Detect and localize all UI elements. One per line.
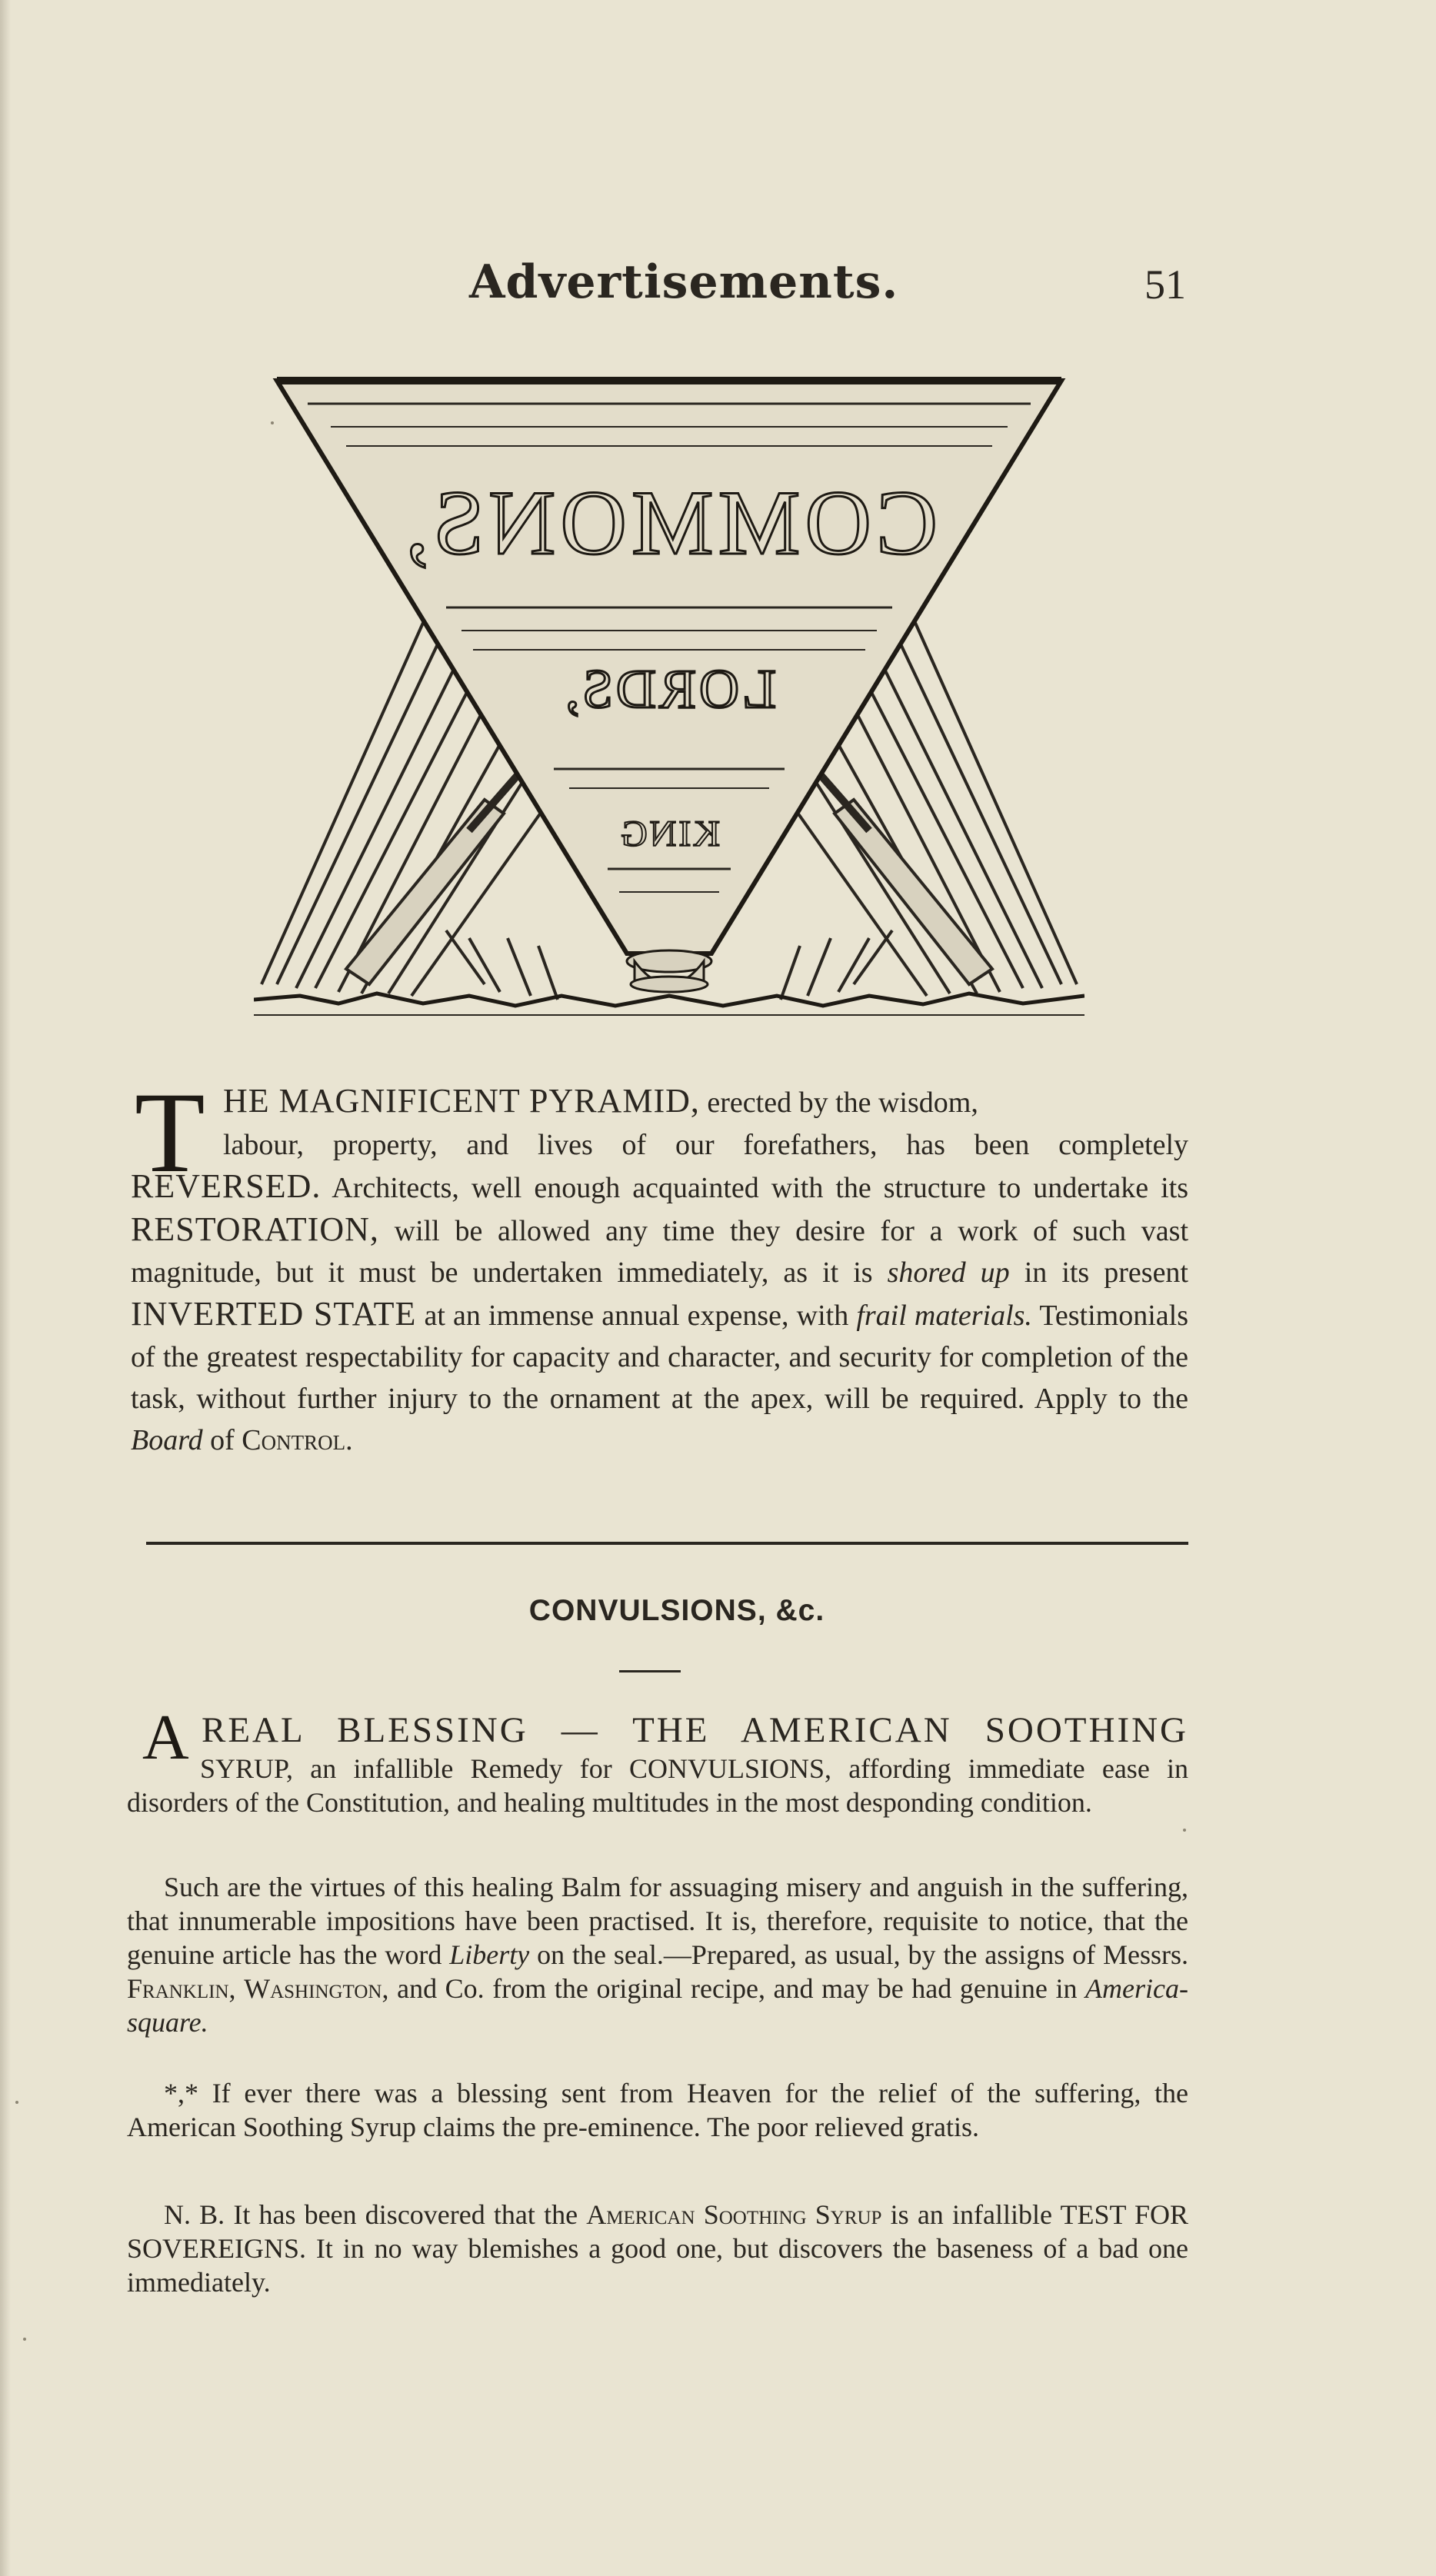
ad1-first-line [223, 1080, 1188, 1123]
paper-speck [1183, 1829, 1186, 1832]
ad2-p4-text-b: is an infallible [881, 2199, 1061, 2230]
drop-cap-a: A [142, 1702, 189, 1773]
paper-speck [23, 2338, 26, 2341]
ad2-convulsions: CONVULSIONS, [628, 1753, 831, 1784]
ad1-text-5: at an immense annual expense, with [416, 1300, 857, 1332]
ad2-liberty: Liberty [449, 1939, 530, 1970]
ad2-america-square: America-square. [127, 1973, 1188, 2038]
pyramid-label-commons: COMMONS, [400, 471, 938, 574]
page-number: 51 [1144, 261, 1186, 308]
ad2-paragraph-2 [127, 1870, 1188, 2039]
inverted-pyramid-engraving [254, 369, 1084, 1030]
ad2-p2-text-c: and Co. from the original recipe, and may be had genuine in [388, 1973, 1086, 2004]
ad1-control: Control. [242, 1424, 353, 1456]
drop-cap-t: T [135, 1069, 205, 1196]
ad2-p1-text-b: affording immediate ease in disorders of the Constitution, and healing multitudes in the most desponding condition. [127, 1753, 1188, 1818]
ad1-restoration: RESTORATION, [131, 1210, 379, 1248]
heading-short-rule [619, 1670, 681, 1672]
ad2-washington: Washington, [244, 1973, 389, 2004]
ad1-first-line-rest: erected by the wisdom, [699, 1087, 978, 1119]
ad2-paragraph-1 [127, 1752, 1188, 1819]
ad2-p4-text-c: It in no way blemishes a good one, but discovers the baseness of a bad one immediately. [127, 2233, 1188, 2298]
ad1-text-3: will be allowed any time they desire for a work of such vast magnitude, but it must be undertaken immediately, as it is [131, 1215, 1188, 1289]
ad1-text-1: labour, property, and lives of our forefathers, has been completely [223, 1129, 1188, 1161]
ad2-asterism: *,* [164, 2078, 198, 2108]
ad2-franklin: Franklin, [127, 1973, 236, 2004]
ground-line [254, 993, 1084, 1006]
ad2-headline: REAL BLESSING — THE AMERICAN SOOTHING [202, 1710, 1188, 1750]
ad1-text-4: in its present [1009, 1256, 1188, 1289]
section-heading: CONVULSIONS, &c. [528, 1594, 825, 1627]
section-divider [146, 1542, 1188, 1545]
ad2-syrup-small-caps: American Soothing Syrup [586, 2199, 882, 2230]
ad1-body [131, 1124, 1188, 1461]
ad2-p2-text-a: Such are the virtues of this healing Balm for assuaging misery and anguish in the suffering, that innumerable impositions have been practised. It is, therefore, requisite to notice, that the genuine article has the word [127, 1872, 1188, 1970]
ad2-test-for-sovereigns: TEST FOR SOVEREIGNS. [127, 2199, 1189, 2264]
running-header-title: Advertisements. [469, 255, 899, 309]
ad2-paragraph-4 [127, 2198, 1188, 2299]
ad2-paragraph-3 [127, 2076, 1188, 2144]
crown-ornament [627, 950, 711, 992]
ad1-text-7: of [202, 1424, 242, 1456]
pyramid-label-lords: LORDS, [561, 658, 777, 720]
ad2-p1-text-a: SYRUP, an infallible Remedy for [200, 1753, 629, 1784]
ad1-text-6: Testimonials of the greatest respectability for capacity and character, and security for completion of the task, without further injury to the ornament at the apex, will be required. Apply to the [131, 1300, 1189, 1415]
ad1-headline: HE MAGNIFICENT PYRAMID, [223, 1082, 700, 1120]
ad2-p4-text-a: N. B. It has been discovered that the [164, 2199, 587, 2230]
ad2-p3-text: If ever there was a blessing sent from Heaven for the relief of the suffering, the American Soothing Syrup claims the pre-eminence. The poor relieved gratis. [127, 2078, 1188, 2142]
ad1-shored-up: shored up [887, 1256, 1010, 1289]
ad2-p2-text-b: on the seal.—Prepared, as usual, by the assigns of Messrs. [529, 1939, 1188, 1970]
ad1-inverted-state: INVERTED STATE [131, 1295, 417, 1333]
pyramid-label-king: KING [618, 814, 720, 854]
page-fold-shadow [0, 0, 11, 2576]
ad1-text-2: Architects, well enough acquainted with the structure to undertake its [321, 1172, 1188, 1204]
paper-speck [271, 421, 274, 424]
ad1-board: Board [131, 1424, 203, 1456]
ad1-frail-materials: frail materials. [856, 1300, 1032, 1332]
paper-speck [15, 2101, 18, 2104]
ad1-reversed: REVERSED. [131, 1167, 322, 1205]
